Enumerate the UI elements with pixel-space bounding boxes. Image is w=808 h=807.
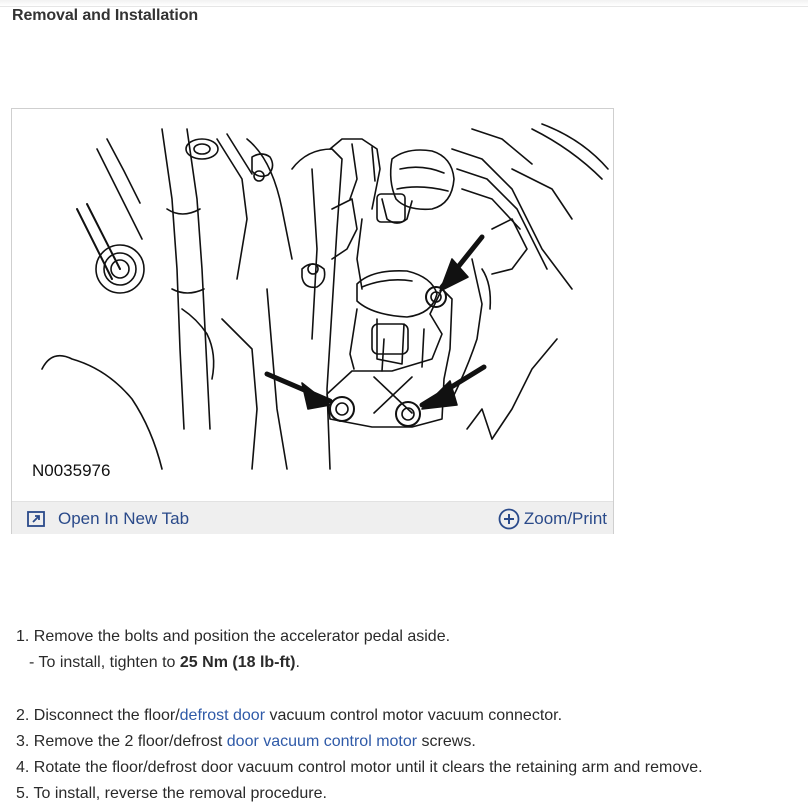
door-vacuum-control-motor-link[interactable]: door vacuum control motor	[226, 733, 418, 750]
step-1: 1. Remove the bolts and position the accelerator pedal aside.	[16, 628, 451, 645]
step-1-install-note	[16, 650, 801, 676]
step-4: 4. Rotate the floor/defrost door vacuum control motor until it clears the retaining arm and remove.	[16, 759, 703, 776]
step-2-prefix: 2. Disconnect the floor/	[16, 707, 180, 724]
step-3-prefix: 3. Remove the 2 floor/defrost	[16, 733, 227, 750]
zoom-print-link[interactable]	[498, 508, 607, 530]
diagram-illustration	[12, 109, 613, 501]
spacer	[16, 676, 801, 703]
install-note-suffix: .	[295, 654, 300, 671]
open-in-new-tab-label: Open In New Tab	[58, 509, 190, 528]
zoom-plus-icon	[498, 508, 520, 530]
figure-container	[11, 108, 614, 534]
open-new-tab-icon	[26, 509, 46, 529]
install-note-prefix: - To install, tighten to	[29, 654, 180, 671]
figure-label: N0035976	[32, 461, 111, 480]
zoom-print-label: Zoom/Print	[523, 509, 607, 528]
page-title: Removal and Installation	[12, 7, 199, 24]
step-3-suffix: screws.	[417, 733, 476, 750]
top-bar	[0, 0, 808, 7]
torque-spec: 25 Nm (18 lb-ft)	[179, 654, 296, 671]
defrost-door-link[interactable]: defrost door	[179, 707, 266, 724]
open-in-new-tab-link[interactable]	[26, 508, 189, 530]
step-3	[16, 729, 801, 755]
figure-toolbar	[12, 501, 613, 534]
step-2	[16, 703, 801, 729]
step-5: 5. To install, reverse the removal procedure.	[16, 785, 327, 802]
step-2-suffix: vacuum control motor vacuum connector.	[265, 707, 563, 724]
procedure-steps	[16, 624, 801, 807]
